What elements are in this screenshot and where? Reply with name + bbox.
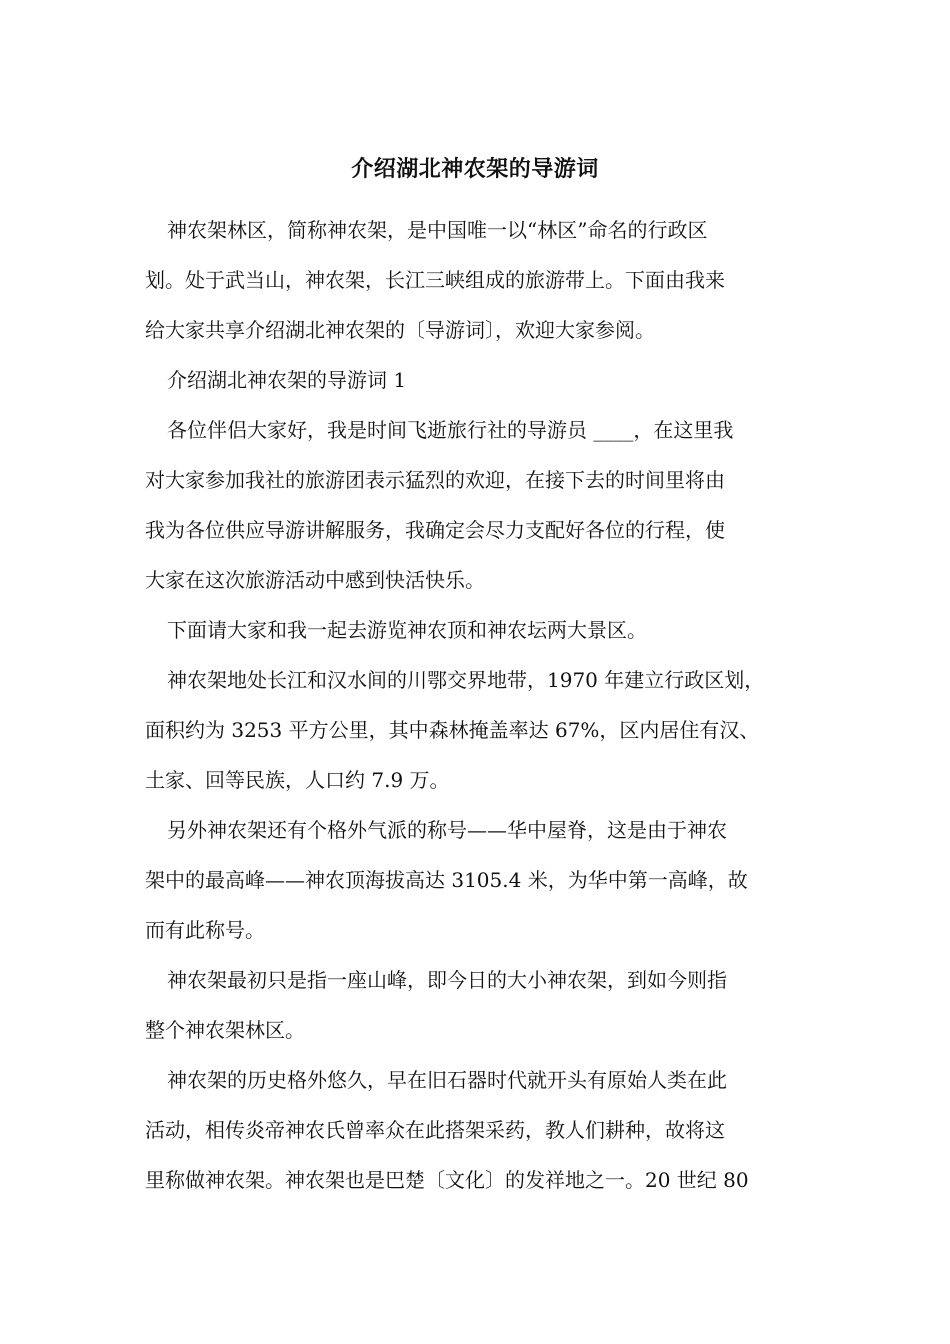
document-body [145, 205, 815, 1205]
paragraph-greeting: 各位伴侣大家好，我是时间飞逝旅行社的导游员 ____，在这里我 对大家参加我社的旅游团表示猛烈的欢迎，在接下去的时间里将由 我为各位供应导游讲解服务，我确定会尽力支配好各位的行程，使 大家在这次旅游活动中感到快活快乐。 [145, 418, 734, 592]
section-heading: 介绍湖北神农架的导游词 1 [167, 368, 407, 392]
paragraph-intro: 神农架林区，简称神农架，是中国唯一以“林区”命名的行政区 划。处于武当山，神农架，长江三峡组成的旅游带上。下面由我来 给大家共享介绍湖北神农架的〔导游词〕，欢迎大家参阅。 [145, 218, 725, 342]
paragraph-nickname: 另外神农架还有个格外气派的称号——华中屋脊，这是由于神农 架中的最高峰——神农顶海拔高达 3105.4 米，为华中第一高峰，故 而有此称号。 [145, 818, 748, 942]
paragraph-location: 神农架地处长江和汉水间的川鄂交界地带，1970 年建立行政区划， 面积约为 3253 平方公里，其中森林掩盖率达 67%，区内居住有汉、 土家、回等民族，人口约 7.9 万。 [145, 668, 765, 792]
paragraph-origin: 神农架最初只是指一座山峰，即今日的大小神农架，到如今则指 整个神农架林区。 [145, 968, 727, 1042]
paragraph-tour-plan: 下面请大家和我一起去游览神农顶和神农坛两大景区。 [167, 618, 647, 642]
document-title: 介绍湖北神农架的导游词 [351, 157, 599, 182]
paragraph-history: 神农架的历史格外悠久，早在旧石器时代就开头有原始人类在此 活动，相传炎帝神农氏曾率众在此搭架采药，教人们耕种，故将这 里称做神农架。神农架也是巴楚〔文化〕的发祥地之一。20 世纪 80 [145, 1068, 749, 1192]
